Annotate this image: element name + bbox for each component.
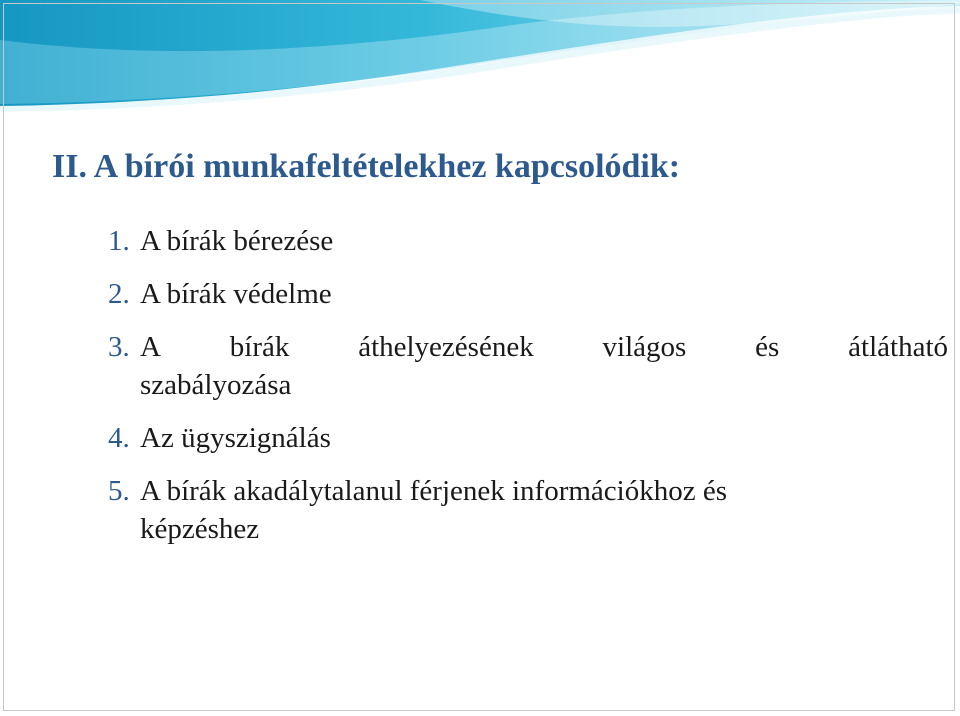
list-item <box>108 275 948 313</box>
list-item-text <box>140 328 948 366</box>
list-item-number: 2. <box>108 278 130 310</box>
list-item <box>108 472 948 548</box>
list-item-continuation: szabályozása <box>140 369 292 401</box>
list-item-word: és <box>755 331 780 363</box>
list-item-number: 5. <box>108 475 130 507</box>
list-item <box>108 419 948 457</box>
list-item <box>108 328 948 404</box>
list-item-number: 3. <box>108 331 130 363</box>
list-item-word: A <box>140 331 161 363</box>
list-item-word: áthelyezésének <box>358 331 534 363</box>
list-item <box>108 222 948 260</box>
list-item-text: A bírák védelme <box>140 278 332 310</box>
list-item-text: A bírák akadálytalanul férjenek információkhoz és <box>140 475 728 507</box>
list-item-text: A bírák bérezése <box>140 225 334 257</box>
list-item-word: világos <box>602 331 687 363</box>
list-item-number: 4. <box>108 422 130 454</box>
list-item-word: átlátható <box>848 331 948 363</box>
list-item-text: Az ügyszignálás <box>140 422 331 454</box>
list-item-number: 1. <box>108 225 130 257</box>
list-item-word: bírák <box>229 331 290 363</box>
list-item-continuation: képzéshez <box>140 513 260 545</box>
slide-title: II. A bírói munkafeltételekhez kapcsolódik: <box>52 148 681 185</box>
numbered-list <box>108 222 948 563</box>
